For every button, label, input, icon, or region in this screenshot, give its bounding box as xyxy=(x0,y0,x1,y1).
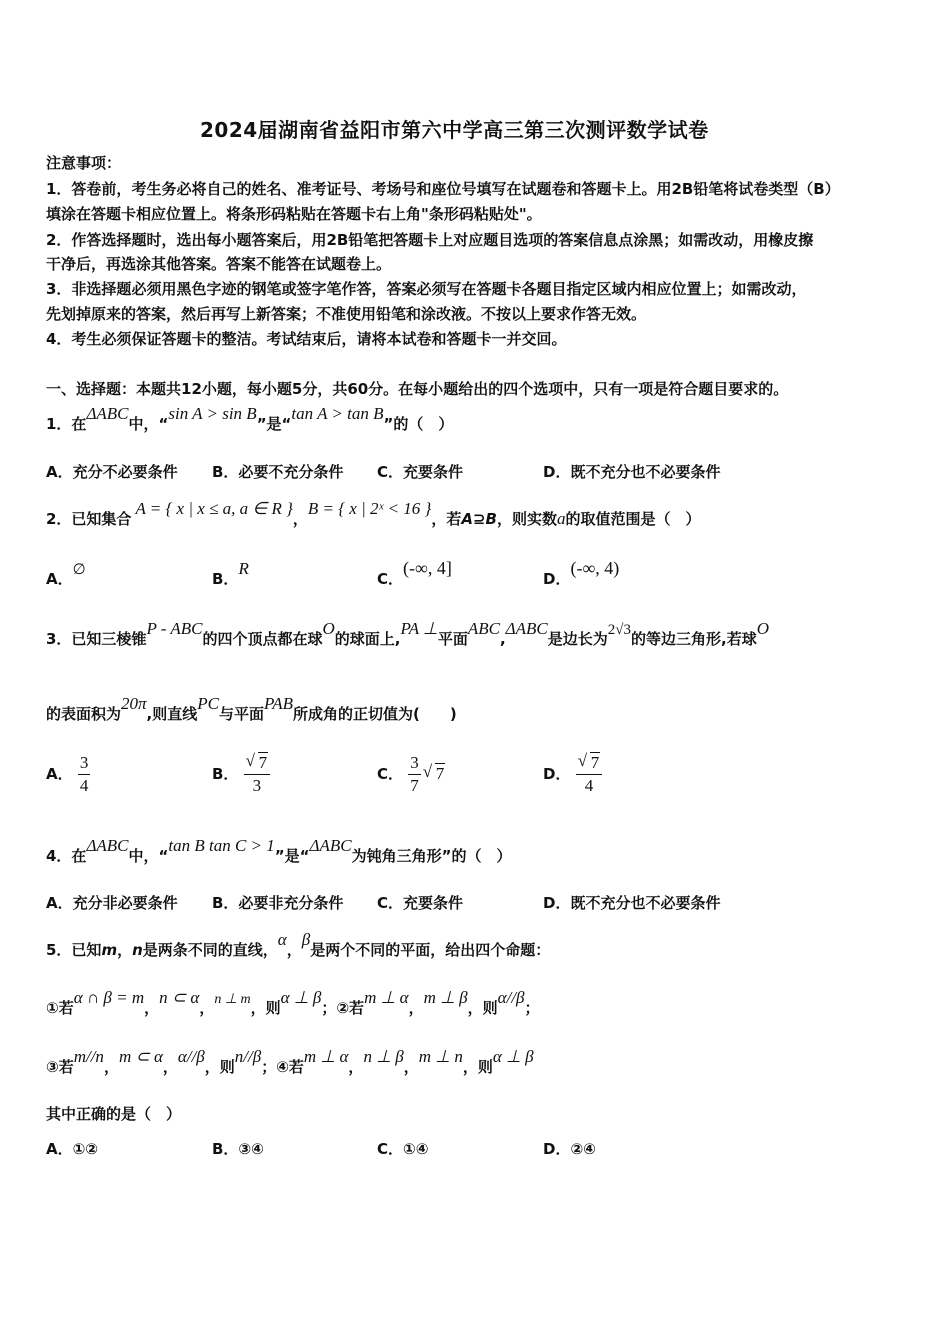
q4-cond: tan B tan C > 1 xyxy=(168,836,275,855)
notice-line: 先划掉原来的答案，然后再写上新答案；不准使用铅笔和涂改液。不按以上要求作答无效。 xyxy=(46,305,647,323)
q5-var-n: n xyxy=(132,941,143,959)
q3-option-d[interactable] xyxy=(543,752,602,797)
q4-suffix: 为钝角三角形”的（ ） xyxy=(351,847,512,865)
q4-option-b[interactable]: B．必要非充分条件 xyxy=(212,894,344,912)
q4-mid2: ”是“ xyxy=(274,847,310,865)
q4-triangle: ΔABC xyxy=(86,836,129,855)
q2-option-c[interactable] xyxy=(377,558,452,589)
q3-text: 是边长为 xyxy=(547,630,608,648)
q5-sep: ， xyxy=(117,941,133,959)
q5-option-c[interactable]: C．①④ xyxy=(377,1140,429,1158)
q3-option-c[interactable] xyxy=(377,752,445,797)
q2-suffix-a: ，若 xyxy=(431,510,462,528)
q3-text: , xyxy=(499,630,506,648)
q1-mid: 中，“ xyxy=(128,415,169,433)
q5-question: 其中正确的是（ ） xyxy=(46,1105,182,1123)
q2-option-b[interactable] xyxy=(212,559,249,589)
q2-option-a-label: A． xyxy=(46,570,73,588)
q3-math: O xyxy=(322,619,335,638)
q4-prefix: 4．在 xyxy=(46,847,87,865)
q3-option-c-fraction: $\frac{3}{7}$ xyxy=(410,753,419,795)
q5-propositions-3-4: ③若m//n，m ⊂ α，α//β，则n//β；④若m ⊥ α，n ⊥ β，m ⊥ n，则α ⊥ β xyxy=(46,1047,534,1076)
question-5 xyxy=(46,930,551,960)
q2-option-a[interactable] xyxy=(46,562,86,589)
q3-text: 平面 xyxy=(437,630,468,648)
q2-set-a: A = { x | x ≤ a, a ∈ R } xyxy=(135,499,293,518)
q2-option-b-value: R xyxy=(238,559,249,578)
q3-text: 3．已知三棱锥 xyxy=(46,630,147,648)
q1-suffix: ”的（ ） xyxy=(383,415,454,433)
section-heading: 一、选择题：本题共12小题，每小题5分，共60分。在每小题给出的四个选项中，只有一项是符合题目要求的。 xyxy=(46,380,789,398)
q3-option-b-fraction: √ $\frac{7}{3}$ xyxy=(244,752,271,797)
q3-math: 2√3 xyxy=(607,622,632,638)
q1-option-a[interactable]: A．充分不必要条件 xyxy=(46,463,178,481)
q5-option-a[interactable]: A．①② xyxy=(46,1140,99,1158)
q3-text: 的球面上, xyxy=(334,630,401,648)
q3-option-a[interactable] xyxy=(46,752,90,797)
q2-suffix-b: ，则实数 xyxy=(497,510,558,528)
question-3-line-1 xyxy=(46,619,769,649)
q3-text: 的四个顶点都在球 xyxy=(202,630,323,648)
question-1 xyxy=(46,404,454,434)
question-2 xyxy=(46,499,701,529)
q3-text: 与平面 xyxy=(218,705,264,723)
q3-option-c-radical: √ 7 xyxy=(423,764,446,784)
q1-option-d[interactable]: D．既不充分也不必要条件 xyxy=(543,463,721,481)
q5-text: 是两个不同的平面，给出四个命题： xyxy=(310,941,551,959)
q5-beta: β xyxy=(301,930,311,949)
q2-option-c-label: C． xyxy=(377,570,404,588)
q4-mid: 中，“ xyxy=(128,847,169,865)
q2-var: a xyxy=(557,509,566,528)
q2-option-c-value: (-∞, 4] xyxy=(403,558,452,578)
q1-option-c[interactable]: C．充要条件 xyxy=(377,463,464,481)
q3-math: P - ABC xyxy=(146,619,203,638)
q5-text: 是两条不同的直线， xyxy=(142,941,278,959)
question-3-line-2 xyxy=(46,694,457,724)
notice-line: 4．考生必须保证答题卡的整洁。考试结束后，请将本试卷和答题卡一并交回。 xyxy=(46,330,567,348)
q3-math: ΔABC xyxy=(505,619,548,638)
q2-comma: ， xyxy=(292,510,308,528)
q2-option-d[interactable] xyxy=(543,558,620,589)
q3-text: 所成角的正切值为( ) xyxy=(292,705,457,723)
q3-option-a-fraction: $\frac{3}{4}$ xyxy=(79,753,89,795)
q3-text: 的等边三角形,若球 xyxy=(631,630,757,648)
notice-heading: 注意事项： xyxy=(46,154,122,172)
q2-prefix: 2．已知集合 xyxy=(46,510,132,528)
q1-option-b[interactable]: B．必要不充分条件 xyxy=(212,463,344,481)
notice-line: 3．非选择题必须用黑色字迹的钢笔或签字笔作答，答案必须写在答题卡各题目指定区域内相应位置上；如需改动， xyxy=(46,280,807,298)
q5-alpha: α xyxy=(277,930,287,949)
notice-line: 2．作答选择题时，选出每小题答案后，用2B铅笔把答题卡上对应题目选项的答案信息点涂黑；如需改动，用橡皮擦 xyxy=(46,231,814,249)
question-4 xyxy=(46,836,512,866)
q4-option-a[interactable]: A．充分非必要条件 xyxy=(46,894,178,912)
q3-option-d-fraction: √ $\frac{7}{4}$ xyxy=(576,752,603,797)
notice-line: 干净后，再选涂其他答案。答案不能答在试题卷上。 xyxy=(46,255,392,273)
notice-line: 1．答卷前，考生务必将自己的姓名、准考证号、考场号和座位号填写在试题卷和答题卡上。用2B铅笔将试卷类型（B） xyxy=(46,180,840,198)
q4-option-c[interactable]: C．充要条件 xyxy=(377,894,464,912)
q2-relation: A⊇B xyxy=(461,510,497,528)
q1-cond2: tan A > tan B xyxy=(291,404,384,423)
q3-math: PA ⊥ xyxy=(400,619,438,638)
empty-set-icon: ∅ xyxy=(72,562,86,578)
q2-suffix-c: 的取值范围是（ ） xyxy=(565,510,701,528)
notice-line: 填涂在答题卡相应位置上。将条形码粘贴在答题卡右上角"条形码粘贴处"。 xyxy=(46,205,542,223)
q5-option-b[interactable]: B．③④ xyxy=(212,1140,264,1158)
q3-option-a-label: A． xyxy=(46,765,73,783)
q3-math: PAB xyxy=(264,694,293,713)
q4-triangle-2: ΔABC xyxy=(309,836,352,855)
q3-option-b[interactable] xyxy=(212,752,270,797)
q5-var-m: m xyxy=(101,941,118,959)
q4-option-d[interactable]: D．既不充分也不必要条件 xyxy=(543,894,721,912)
q3-text: 的表面积为 xyxy=(46,705,122,723)
q5-option-d[interactable]: D．②④ xyxy=(543,1140,596,1158)
q2-option-d-value: (-∞, 4) xyxy=(570,558,620,578)
q3-math: ABC xyxy=(467,619,500,638)
q5-propositions-1-2: ①若α ∩ β = m，n ⊂ α，n ⊥ m，则α ⊥ β；②若m ⊥ α，m ⊥ β，则α//β； xyxy=(46,988,540,1017)
q1-triangle: ΔABC xyxy=(86,404,129,423)
page-title: 2024届湖南省益阳市第六中学高三第三次测评数学试卷 xyxy=(200,118,709,142)
q3-option-c-label: C． xyxy=(377,765,404,783)
q3-math: 20π xyxy=(121,694,147,713)
q5-text: 5．已知 xyxy=(46,941,102,959)
q3-math: O xyxy=(756,619,769,638)
q1-cond1: sin A > sin B xyxy=(168,404,257,423)
q2-option-b-label: B． xyxy=(212,570,239,588)
q3-option-b-label: B． xyxy=(212,765,239,783)
q1-prefix: 1．在 xyxy=(46,415,87,433)
q1-mid2: ”是“ xyxy=(256,415,292,433)
q2-option-d-label: D． xyxy=(543,570,571,588)
q5-sep: ， xyxy=(286,941,302,959)
q3-option-d-label: D． xyxy=(543,765,571,783)
q2-set-b: B = { x | 2ˣ < 16 } xyxy=(307,499,432,518)
q3-math: PC xyxy=(197,694,219,713)
q3-text: ,则直线 xyxy=(146,705,198,723)
